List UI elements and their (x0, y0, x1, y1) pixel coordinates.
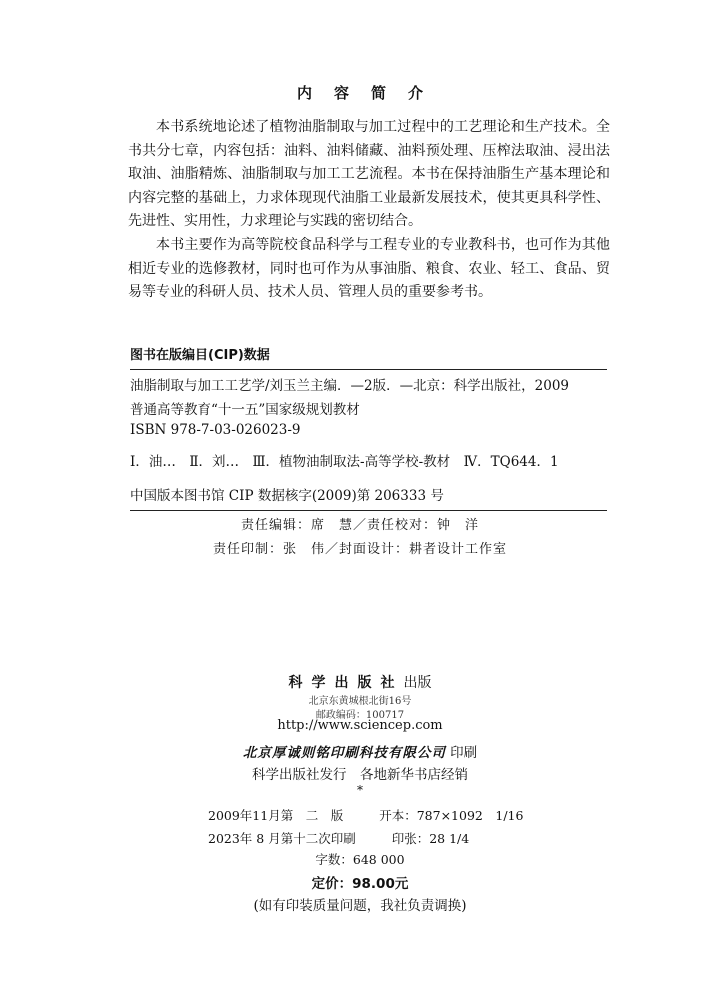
editor-credits: 责任编辑：席 慧／责任校对：钟 洋 (240, 518, 479, 533)
distribution-line: 科学出版社发行 各地新华书店经销 (252, 767, 468, 783)
cip-title-line: 油脂制取与加工工艺学/刘玉兰主编．—2版．—北京：科学出版社，2009 (130, 378, 569, 394)
format-size: 开本：787×1092 1/16 (379, 808, 524, 823)
edition-line-1 (208, 806, 523, 824)
cip-record-line: 中国版本图书馆 CIP 数据核字(2009)第 206333 号 (130, 488, 444, 504)
sheet-count: 印张：28 1/4 (391, 831, 470, 846)
production-credits: 责任印制：张 伟／封面设计：耕者设计工作室 (212, 542, 507, 557)
edition-date: 2009年11月第 二 版 (208, 808, 344, 823)
publisher-postcode: 邮政编码：100717 (315, 710, 405, 721)
intro-paragraph-1: 本书系统地论述了植物油脂制取与加工过程中的工艺理论和生产技术。全书共分七章，内容包括：油料、油料储藏、油料预处理、压榨法取油、浸出法取油、油脂精炼、油脂制取与加工工艺流程。本书在保持油脂生产基本理论和内容完整的基础上，力求体现现代油脂工业最新发展技术，使其更具科学性、先进性、实用性，力求理论与实践的密切结合。 (128, 119, 610, 230)
word-count: 字数：648 000 (315, 852, 405, 867)
printer-line (0, 741, 720, 761)
cip-bottom-rule (130, 510, 607, 511)
publisher-address: 北京东黄城根北街16号 (308, 696, 412, 707)
publisher-line (0, 672, 720, 692)
printing-date: 2023年 8 月第十二次印刷 (208, 831, 356, 846)
cip-subject-line: Ⅰ．油… Ⅱ．刘… Ⅲ．植物油制取法-高等学校-教材 Ⅳ．TQ644．1 (130, 454, 559, 470)
cip-isbn-line: ISBN 978-7-03-026023-9 (130, 422, 301, 438)
cip-series-line: 普通高等教育“十一五”国家级规划教材 (130, 402, 360, 418)
printer-name: 北京厚诚则铭印刷科技有限公司 (242, 745, 446, 761)
intro-paragraph-2: 本书主要作为高等院校食品科学与工程专业的专业教科书，也可作为其他相近专业的选修教材，同时也可作为从事油脂、粮食、农业、轻工、食品、贸易等专业的科研人员、技术人员、管理人员的重要参考书。 (128, 236, 610, 301)
cip-top-rule (130, 369, 607, 370)
edition-line-2 (208, 829, 469, 847)
quality-notice: (如有印装质量问题，我社负责调换) (253, 898, 467, 914)
intro-title: 内容简介 (296, 84, 445, 102)
publisher-name: 科学出版社 (288, 675, 404, 691)
publisher-suffix: 出版 (403, 675, 432, 691)
printer-suffix: 印刷 (450, 745, 478, 761)
publisher-url: http://www.sciencep.com (277, 718, 443, 733)
price: 定价：98.00元 (311, 876, 409, 892)
separator-star: * (357, 783, 363, 797)
intro-body (128, 116, 610, 305)
cip-heading: 图书在版编目(CIP)数据 (130, 348, 270, 363)
